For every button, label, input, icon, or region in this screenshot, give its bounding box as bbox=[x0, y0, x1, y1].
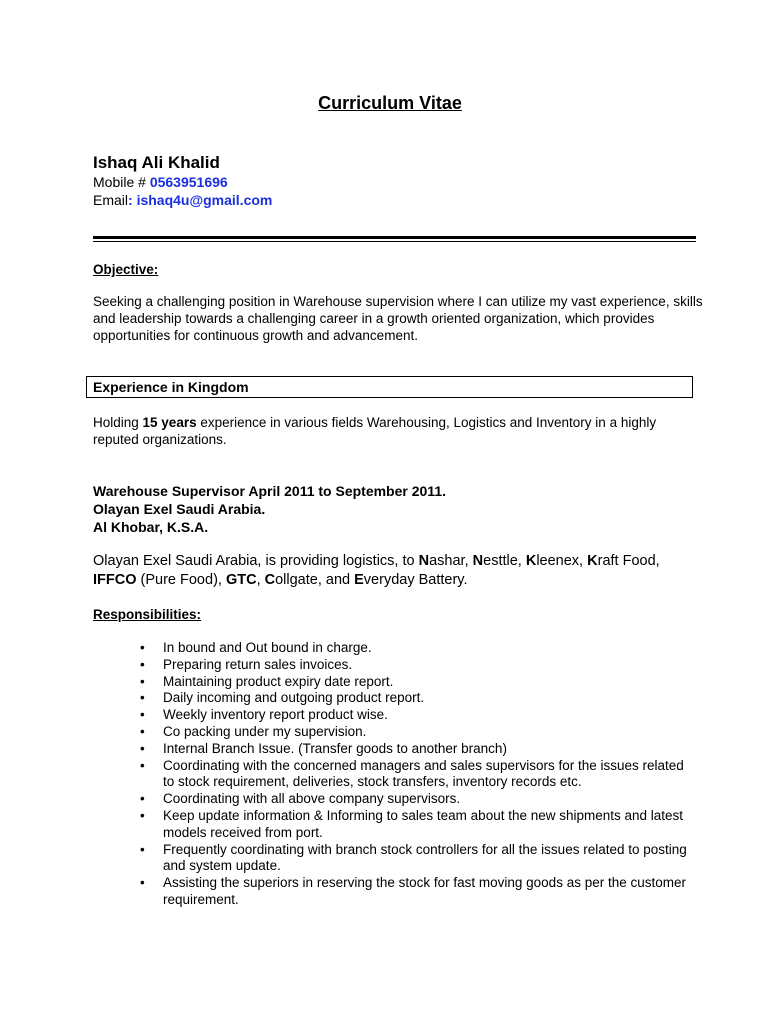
header-divider-thin bbox=[93, 241, 696, 242]
candidate-name: Ishaq Ali Khalid bbox=[93, 153, 220, 172]
email-label: Email bbox=[93, 192, 129, 208]
company-description-segment: K bbox=[587, 553, 598, 569]
document-title: Curriculum Vitae bbox=[318, 93, 462, 113]
responsibility-text: Assisting the superiors in reserving the stock for fast moving goods as per the customer requirement. bbox=[163, 875, 686, 907]
bullet-icon: • bbox=[140, 757, 145, 773]
experience-intro-post: experience in various fields Warehousing, Logistics and Inventory in a highly reputed organizations. bbox=[93, 415, 657, 447]
company-description-segment: N bbox=[472, 553, 484, 569]
bullet-icon: • bbox=[140, 673, 145, 689]
mobile-line bbox=[93, 174, 228, 190]
responsibility-text: Maintaining product expiry date report. bbox=[163, 673, 394, 689]
company-description bbox=[93, 552, 693, 590]
list-item bbox=[93, 657, 693, 674]
experience-heading: Experience in Kingdom bbox=[93, 379, 249, 395]
company-description-segment: N bbox=[418, 553, 430, 569]
bullet-icon: • bbox=[140, 875, 145, 891]
company-description-segment: ashar, bbox=[429, 553, 473, 569]
responsibility-text: Keep update information & Informing to sales team about the new shipments and latest models received from port. bbox=[163, 807, 684, 840]
company-description-segment: (Pure Food), bbox=[136, 572, 226, 588]
list-item bbox=[93, 842, 693, 876]
bullet-icon: • bbox=[140, 791, 145, 807]
company-description-segment: GTC bbox=[225, 572, 257, 588]
list-item bbox=[93, 724, 693, 741]
email-address[interactable]: ishaq4u@gmail.com bbox=[136, 192, 273, 208]
company-description-segment: K bbox=[525, 553, 537, 569]
responsibilities-list bbox=[93, 640, 693, 909]
responsibility-text: Weekly inventory report product wise. bbox=[163, 707, 388, 723]
bullet-icon: • bbox=[140, 690, 145, 706]
list-item bbox=[93, 791, 693, 808]
company-description-segment: ollgate, and bbox=[275, 572, 355, 588]
list-item bbox=[93, 875, 693, 909]
email-line bbox=[93, 192, 272, 208]
company-description-segment: leenex, bbox=[536, 553, 588, 569]
list-item bbox=[93, 707, 693, 724]
responsibility-text: Internal Branch Issue. (Transfer goods to another branch) bbox=[163, 740, 507, 756]
responsibility-text: Preparing return sales invoices. bbox=[163, 656, 353, 672]
bullet-icon: • bbox=[140, 723, 145, 739]
experience-heading-box bbox=[86, 376, 693, 398]
list-item bbox=[93, 808, 693, 842]
mobile-label: Mobile # bbox=[93, 174, 146, 190]
company-description-segment: esttle, bbox=[483, 553, 526, 569]
bullet-icon: • bbox=[140, 640, 145, 655]
list-item bbox=[93, 690, 693, 707]
job-location: Al Khobar, K.S.A. bbox=[93, 519, 209, 535]
mobile-number: 0563951696 bbox=[149, 174, 228, 190]
company-description-segment: C bbox=[264, 572, 276, 588]
responsibility-text: Coordinating with the concerned managers and sales supervisors for the issues related to stock requirement, deliveries, stock transfers, inventory records etc. bbox=[163, 757, 684, 790]
job-title-dates: Warehouse Supervisor April 2011 to September 2011. bbox=[93, 483, 446, 499]
job-header bbox=[93, 482, 446, 536]
objective-text: Seeking a challenging position in Warehouse supervision where I can utilize my vast experience, skills and leadership towards a challenging career in a growth oriented organization, which provides opportunities for continuous growth and advancement. bbox=[93, 294, 703, 343]
bullet-icon: • bbox=[140, 841, 145, 857]
responsibility-text: Daily incoming and outgoing product report. bbox=[163, 690, 425, 706]
email-separator: : bbox=[128, 192, 133, 208]
experience-intro-pre: Holding bbox=[93, 415, 143, 430]
job-company: Olayan Exel Saudi Arabia. bbox=[93, 501, 266, 517]
bullet-icon: • bbox=[140, 656, 145, 672]
company-description-segment: IFFCO bbox=[93, 572, 137, 588]
bullet-icon: • bbox=[140, 707, 145, 723]
list-item bbox=[93, 640, 693, 657]
company-description-segment: Olayan Exel Saudi Arabia, is providing logistics, to bbox=[93, 553, 419, 569]
responsibilities-heading: Responsibilities: bbox=[93, 607, 202, 622]
responsibility-text: Coordinating with all above company supervisors. bbox=[163, 791, 461, 807]
list-item bbox=[93, 674, 693, 691]
company-description-segment: veryday Battery. bbox=[363, 572, 468, 588]
bullet-icon: • bbox=[140, 807, 145, 823]
bullet-icon: • bbox=[140, 740, 145, 756]
company-description-segment: , bbox=[256, 572, 265, 588]
company-description-segment: E bbox=[354, 572, 364, 588]
responsibility-text: In bound and Out bound in charge. bbox=[163, 640, 372, 655]
list-item bbox=[93, 741, 693, 758]
responsibility-text: Frequently coordinating with branch stock controllers for all the issues related to posting and system update. bbox=[163, 841, 687, 874]
responsibility-text: Co packing under my supervision. bbox=[163, 723, 367, 739]
objective-heading: Objective: bbox=[93, 262, 159, 277]
experience-intro bbox=[93, 414, 698, 448]
header-divider-thick bbox=[93, 236, 696, 239]
experience-years: 15 years bbox=[142, 415, 197, 430]
company-description-segment: raft Food, bbox=[597, 553, 660, 569]
list-item bbox=[93, 758, 693, 792]
